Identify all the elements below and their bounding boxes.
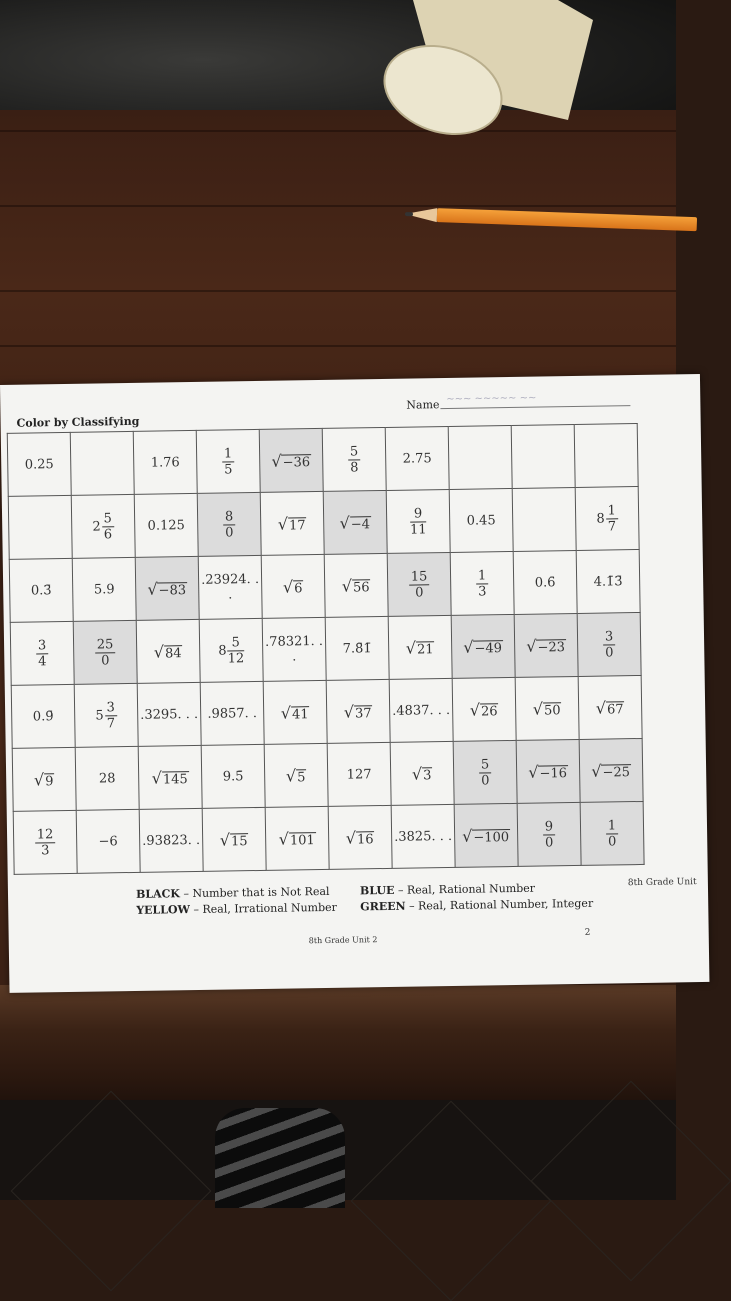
grid-cell <box>12 747 76 811</box>
cell-value: .78321. . . <box>265 633 324 665</box>
denominator: 3 <box>478 583 487 600</box>
fraction <box>410 506 427 537</box>
grid-cell <box>449 488 513 552</box>
legend-blue: BLUE – Real, Rational Number <box>359 881 536 898</box>
numerator: 3 <box>36 638 49 654</box>
radicand: 67 <box>606 701 624 718</box>
grid-cell <box>262 617 326 681</box>
grid-cell <box>201 744 265 808</box>
grid-cell <box>200 681 264 745</box>
grid-cell <box>72 557 136 621</box>
radicand: 145 <box>162 771 188 787</box>
grid-cell <box>322 427 386 491</box>
radical-icon: √ <box>277 513 289 534</box>
radicand: 6 <box>294 580 303 596</box>
grid-cell <box>137 682 201 746</box>
cell-value: 0.3̄ <box>30 582 52 599</box>
grid-cell <box>454 803 518 867</box>
cell-value: .3295. . . <box>140 706 199 723</box>
worksheet-paper <box>0 374 709 993</box>
numerator: 1 <box>476 568 489 584</box>
grid-cell <box>261 554 325 618</box>
square-root <box>411 763 433 784</box>
fraction <box>409 569 430 600</box>
radicand: 9 <box>45 773 54 789</box>
fraction <box>101 511 114 542</box>
grid-cell <box>135 556 199 620</box>
grid-cell <box>75 746 139 810</box>
radical-icon: √ <box>282 576 294 597</box>
grid-cell <box>575 486 639 550</box>
radical-icon: √ <box>280 702 292 723</box>
grid-cell <box>71 494 135 558</box>
grid-cell <box>74 683 138 747</box>
page-number: 2 <box>584 927 591 938</box>
radical-icon: √ <box>345 827 357 848</box>
cell-value: .4837. . . <box>392 702 451 719</box>
corner-unit-label: 8th Grade Unit <box>627 877 697 889</box>
mixed-whole: 8 <box>218 642 227 659</box>
radical-icon: √ <box>285 765 297 786</box>
radicand: 16 <box>356 831 374 847</box>
grid-cell <box>327 742 391 806</box>
numerator: 1 <box>605 503 618 519</box>
grid-cell <box>386 489 450 553</box>
denominator: 12 <box>227 650 245 666</box>
grid-cell <box>576 549 640 613</box>
denominator: 0 <box>415 584 424 601</box>
grid-cell <box>513 550 577 614</box>
radicand: −4 <box>350 516 371 533</box>
grid-cell <box>328 805 392 869</box>
square-root <box>528 762 568 782</box>
radicand: −36 <box>282 454 311 471</box>
fraction <box>476 568 489 599</box>
grid-cell <box>9 558 73 622</box>
square-root <box>526 636 566 656</box>
radicand: −25 <box>602 764 631 781</box>
radicand: 37 <box>354 705 372 721</box>
grid-cell <box>516 739 580 803</box>
cell-value: .3825. . . <box>394 828 453 845</box>
numerator: 8 <box>223 509 236 525</box>
square-root <box>469 700 499 720</box>
name-label: Name <box>406 398 440 412</box>
fraction <box>35 827 56 858</box>
grid-row <box>10 612 641 685</box>
cell-value: 0.45 <box>466 512 496 529</box>
numerator: 1 <box>222 446 235 462</box>
grid-cell <box>259 428 323 492</box>
grid-cell <box>577 612 641 676</box>
numerator: 15 <box>409 569 430 585</box>
fraction <box>605 503 618 534</box>
grid-cell <box>70 431 134 495</box>
cell-value: 0.9̄ <box>32 708 54 725</box>
grid-cell <box>13 810 77 874</box>
table-edge <box>0 985 676 1115</box>
fraction <box>479 757 492 788</box>
cell-value: 0.125 <box>147 517 185 534</box>
grid-cell <box>391 804 455 868</box>
grid-row <box>11 675 642 748</box>
grid-row <box>12 738 643 811</box>
mixed-whole: 5 <box>95 707 104 724</box>
denominator: 11 <box>409 521 427 538</box>
radicand: −49 <box>474 640 503 657</box>
grid-cell <box>11 684 75 748</box>
grid-cell <box>515 676 579 740</box>
grid-cell <box>7 432 71 496</box>
numerator: 1 <box>606 818 619 834</box>
grid-row <box>8 486 639 559</box>
cell-value: .9857. . <box>207 705 258 722</box>
grid-cell <box>390 741 454 805</box>
radical-icon: √ <box>595 698 607 718</box>
cell-value: .93823. . <box>142 832 201 849</box>
denominator: 0 <box>101 652 110 668</box>
radical-icon: √ <box>405 637 417 658</box>
numerator: 9 <box>410 506 427 522</box>
square-root <box>219 829 249 850</box>
fraction <box>606 818 619 849</box>
fraction <box>223 509 236 540</box>
radical-icon: √ <box>341 575 353 596</box>
grid-cell <box>73 620 137 684</box>
square-root <box>153 641 183 662</box>
grid-cell <box>8 495 72 559</box>
grid-cell <box>448 425 512 489</box>
grid-cell <box>514 613 578 677</box>
radicand: 84 <box>164 645 182 661</box>
radical-icon: √ <box>462 826 473 846</box>
denominator: 0 <box>481 772 490 788</box>
square-root <box>595 698 625 718</box>
square-root <box>463 637 503 657</box>
denominator: 0 <box>544 834 554 850</box>
grid-cell <box>385 426 449 490</box>
square-root <box>343 701 373 722</box>
cell-value: 0.6̄ <box>534 574 556 591</box>
grid-cell <box>324 553 388 617</box>
cell-value: 7.8̄1̄ <box>342 640 372 657</box>
grid-cell <box>323 490 387 554</box>
handwritten-name-scribble: ~~~ ~~~~~ ~~ <box>446 392 537 405</box>
square-root <box>147 579 187 599</box>
grid-cell <box>574 423 638 487</box>
grid-cell <box>265 806 329 870</box>
grid-cell <box>517 802 581 866</box>
footer-unit: 8th Grade Unit 2 <box>308 935 378 946</box>
grid-cell <box>76 809 140 873</box>
radical-icon: √ <box>532 699 544 719</box>
square-root <box>339 513 371 533</box>
square-root <box>591 761 631 781</box>
grid-row <box>9 549 640 622</box>
grid-cell <box>326 679 390 743</box>
grid-cell <box>133 430 197 494</box>
denominator: 8 <box>350 459 359 476</box>
radicand: 41 <box>291 706 309 722</box>
legend-green: GREEN – Real, Rational Number, Integer <box>360 896 594 914</box>
fraction <box>227 635 244 666</box>
radicand: 50 <box>543 702 561 718</box>
worksheet-title: Color by Classifying <box>16 414 140 430</box>
radical-icon: √ <box>411 763 423 784</box>
radical-icon: √ <box>343 701 355 722</box>
radicand: −16 <box>539 765 568 782</box>
cell-value: 2.75 <box>402 450 432 467</box>
denominator: 3 <box>41 842 50 858</box>
numerator: 3 <box>603 629 616 645</box>
fraction <box>36 638 49 669</box>
numerator: 5 <box>348 444 361 460</box>
grid-cell <box>579 738 643 802</box>
cell-value: 28 <box>98 770 116 786</box>
denominator: 6 <box>103 526 113 542</box>
radicand: 15 <box>230 833 248 849</box>
fraction <box>95 637 116 668</box>
radicand: 101 <box>289 832 315 849</box>
grid-cell <box>134 493 198 557</box>
grid-row <box>7 423 638 496</box>
cell-value: −6 <box>98 833 118 850</box>
radical-icon: √ <box>151 768 163 788</box>
square-root <box>282 576 304 597</box>
radical-icon: √ <box>591 761 602 781</box>
square-root <box>271 451 311 471</box>
grid-cell <box>389 678 453 742</box>
square-root <box>33 769 55 790</box>
fraction <box>222 446 235 477</box>
radicand: 21 <box>416 641 434 657</box>
square-root <box>285 765 307 786</box>
radical-icon: √ <box>528 762 539 782</box>
grid-cell <box>199 618 263 682</box>
square-root <box>341 575 371 596</box>
grid-cell <box>580 801 644 865</box>
denominator: 7 <box>607 518 617 534</box>
grid-cell <box>453 740 517 804</box>
grid-cell <box>136 619 200 683</box>
denominator: 0 <box>605 644 614 661</box>
grid-cell <box>196 429 260 493</box>
grid-cell <box>202 807 266 871</box>
grid-cell <box>10 621 74 685</box>
radical-icon: √ <box>469 700 481 720</box>
grid-cell <box>197 492 261 556</box>
mixed-whole: 2 <box>92 518 101 535</box>
grid-row <box>13 801 644 874</box>
cell-value: 5.9 <box>93 581 115 598</box>
grid-cell <box>387 552 451 616</box>
denominator: 4 <box>38 653 47 669</box>
radicand: 3 <box>423 767 432 783</box>
grid-cell <box>578 675 642 739</box>
grid-cell <box>198 555 262 619</box>
radical-icon: √ <box>463 637 474 657</box>
square-root <box>280 702 310 723</box>
grid-cell <box>139 808 203 872</box>
square-root <box>405 637 435 658</box>
grid-cell <box>452 677 516 741</box>
classification-grid <box>7 423 645 875</box>
radical-icon: √ <box>153 641 165 662</box>
radicand: 56 <box>352 579 370 595</box>
numerator: 5 <box>479 757 492 773</box>
grid-cell <box>450 551 514 615</box>
radical-icon: √ <box>219 829 231 850</box>
square-root <box>462 826 510 846</box>
radical-icon: √ <box>339 513 350 533</box>
grid-cell <box>512 487 576 551</box>
square-root <box>277 513 307 534</box>
paper-tube <box>388 0 588 140</box>
mixed-whole: 8 <box>596 511 605 527</box>
square-root <box>278 829 316 849</box>
denominator: 5 <box>224 461 233 477</box>
fraction <box>543 819 556 850</box>
numerator: 5 <box>101 511 114 527</box>
name-line <box>440 405 630 409</box>
numerator: 12 <box>35 827 56 843</box>
radicand: 26 <box>480 703 498 719</box>
grid-cell <box>263 680 327 744</box>
cell-value: 1.76 <box>150 454 180 471</box>
radical-icon: √ <box>526 636 537 656</box>
grid-cell <box>138 745 202 809</box>
cell-value: .23924. . . <box>201 571 260 603</box>
radicand: 5 <box>297 769 306 785</box>
radicand: 17 <box>288 517 306 533</box>
radical-icon: √ <box>147 579 158 599</box>
fraction <box>348 444 361 475</box>
square-root <box>345 827 375 848</box>
numerator: 9 <box>543 819 556 835</box>
grid-cell <box>264 743 328 807</box>
denominator: 7 <box>106 715 116 731</box>
legend-black: BLACK – Number that is Not Real <box>135 884 330 901</box>
radical-icon: √ <box>278 829 289 849</box>
numerator: 5 <box>227 635 244 651</box>
denominator: 0 <box>607 833 617 850</box>
denominator: 0 <box>225 524 234 540</box>
cell-value: 127 <box>346 766 372 783</box>
grid-cell <box>325 616 389 680</box>
radicand: −23 <box>537 639 566 656</box>
fraction <box>603 629 616 660</box>
radical-icon: √ <box>33 769 45 790</box>
radicand: −100 <box>473 829 510 846</box>
cell-value: 4.1̄3̄ <box>593 573 623 590</box>
square-root <box>151 768 189 788</box>
legend-yellow: YELLOW – Real, Irrational Number <box>136 900 337 917</box>
grid-cell <box>511 424 575 488</box>
cell-value: 0.25 <box>24 456 54 473</box>
grid-cell <box>451 614 515 678</box>
radical-icon: √ <box>271 451 282 471</box>
grid-cell <box>260 491 324 555</box>
fraction <box>104 700 117 731</box>
striped-sock <box>215 1108 345 1208</box>
square-root <box>532 699 562 719</box>
radicand: −83 <box>158 582 187 599</box>
cell-value: 9.5̄ <box>222 768 244 785</box>
grid-cell <box>388 615 452 679</box>
numerator: 3 <box>104 700 117 716</box>
numerator: 25 <box>95 637 116 653</box>
